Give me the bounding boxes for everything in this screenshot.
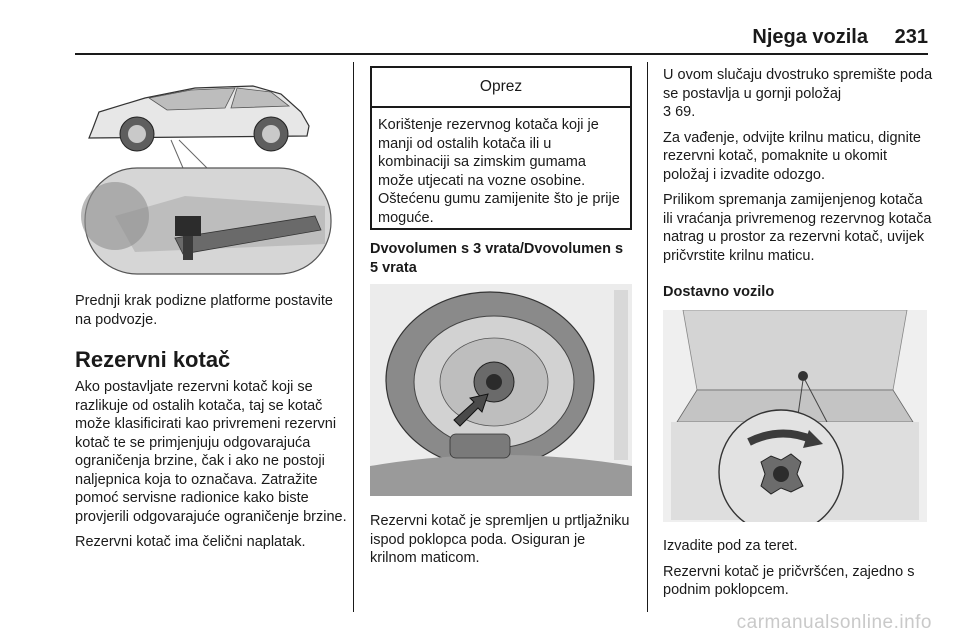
left-body-text <box>75 378 348 559</box>
paragraph-storing: Prilikom spremanja zamijenjenog kotača ili vraćanja privremenog rezervnog kotača natrag u prostor za rezervni kotač, uvijek pričvrstite krilnu maticu. <box>663 192 932 264</box>
paragraph-removal: Za vađenje, odvijte krilnu maticu, dignite rezervni kotač, pomaknite u okomit položaj i izvadite odozgo. <box>663 129 921 183</box>
caution-title: Oprez <box>372 68 630 108</box>
page-title: Njega vozila <box>752 26 868 48</box>
column-divider-1 <box>353 62 354 612</box>
figure-van-spare-wheel <box>663 310 927 522</box>
car-lift-illustration <box>75 66 341 276</box>
left-figure-caption: Prednji krak podizne platforme postavite na podvozje. <box>75 293 333 328</box>
van-subheading: Dostavno vozilo <box>663 284 775 300</box>
paragraph-speed-limit: Ako postavljate rezervni kotač koji se razlikuje od ostalih kotača, taj se kotač može klasificirati kao privremeni rezervni kotač te se primjenjuju odgovarajuća ograničenja brzine, čak i ako ne postoji naljepnica koja to označava. Zatražite pomoć servisne radionice kako biste provjerili odgovarajuće ograničenje brzine. <box>75 379 347 525</box>
hatchback-subheading: Dvovolumen s 3 vrata/Dvovolumen s 5 vrata <box>370 241 624 276</box>
page-header <box>0 0 960 52</box>
figure-spare-wheel-trunk <box>370 284 632 496</box>
paragraph-steel-rim: Rezervni kotač ima čelični naplatak. <box>75 534 306 550</box>
intro-text: U ovom slučaju dvostruko spremište poda se postavlja u gornji položaj <box>663 67 933 102</box>
section-title: Rezervni kotač <box>75 347 231 372</box>
caption-remove-floor: Izvadite pod za teret. <box>663 538 798 554</box>
middle-figure-caption: Rezervni kotač je spremljen u prtljažniku ispod poklopca poda. Osiguran je krilnom maticom. <box>370 513 630 566</box>
right-captions <box>663 537 933 607</box>
figure-lift-arm <box>75 66 341 276</box>
caption-wheel-secured: Rezervni kotač je pričvršćen, zajedno s podnim poklopcem. <box>663 563 915 598</box>
header-rule <box>75 53 928 55</box>
column-divider-2 <box>647 62 648 612</box>
van-wing-nut-illustration <box>663 310 927 522</box>
caution-body: Korištenje rezervnog kotača koji je manji od ostalih kotača ili u kombinaciji sa zimskim gumama može utjecati na vozne osobine. Oštećenu gumu zamijenite što je prije moguće. <box>378 117 620 226</box>
page-reference[interactable]: 3 69. <box>663 104 696 120</box>
right-body-text <box>663 66 933 272</box>
caution-box <box>370 66 632 230</box>
spare-wheel-illustration <box>370 284 632 496</box>
page-number: 231 <box>894 26 928 48</box>
watermark: carmanualsonline.info <box>736 612 932 633</box>
